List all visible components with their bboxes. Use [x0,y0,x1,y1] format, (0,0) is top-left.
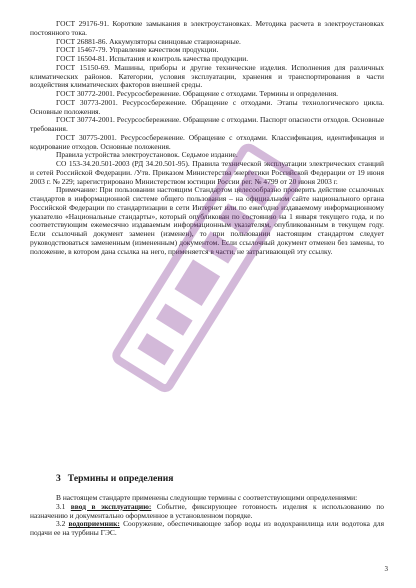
section-body [30,494,384,538]
section-intro: В настоящем стандарте применены следующие термины с соответствующими определениями: [56,493,358,502]
reference-item: ГОСТ 30773-2001. Ресурсосбережение. Обращение с отходами. Этапы технологического цикла. Основные положения. [30,97,384,116]
reference-item: ГОСТ 16504-81. Испытания и контроль качества продукции. [56,54,249,63]
reference-item: СО 153-34.20.501-2003 (РД 34.20.501-95). Правила технической эксплуатации электрических станций и сетей Российской Федерации. /Утв. Приказом Министерства энергетики Российской Федерации от 19 июня 2003 г. № 229; зарегистрировано Министерством юстиции России рег. № 4799 от 20 июня 2003 г. [30,159,384,186]
term-text: Сооружение, обеспечивающее забор воды из водохранилища или водотока для подачи ее на турбины ГЭС. [30,519,384,537]
reference-item: ГОСТ 15150-69. Машины, приборы и другие технические изделия. Исполнения для различных климатических районов. Категории, условия эксплуатации, хранения и транспортирования в части воздействия климатических факторов внешней среды. [30,62,384,90]
term-number: 3.2 [56,519,66,529]
reference-item: Правила устройства электроустановок. Седьмое издание. [56,150,238,160]
reference-item: ГОСТ 30772-2001. Ресурсосбережение. Обращение с отходами. Термины и определения. [56,89,338,98]
term-number: 3.1 [56,501,66,511]
reference-item: ГОСТ 30775-2001. Ресурсосбережение. Обращение с отходами. Классификация, идентификация и кодирование отходов. Основные положения. [30,132,384,151]
page-number: 3 [384,565,388,573]
reference-item: ГОСТ 30774-2001. Ресурсосбережение. Обращение с отходами. Паспорт опасности отходов. Основные требования. [30,115,384,133]
term-text: Событие, фиксирующее готовность изделия к использованию по назначению и документально оформленное в установленном порядке. [30,501,385,520]
term-definition [30,520,384,538]
normative-references [30,20,384,256]
term-definition [30,503,384,521]
term-name: ввод в эксплуатацию: [70,501,152,511]
section-heading [30,473,384,484]
reference-item: ГОСТ 29176-91. Короткие замыкания в электроустановках. Методика расчета в электроустановках постоянного тока. [30,19,384,37]
reference-item: ГОСТ 15467-79. Управление качеством продукции. [56,45,219,55]
section-number: 3 [56,473,61,484]
term-name: водоприемник: [68,519,120,529]
reference-item: ГОСТ 26881-86. Аккумуляторы свинцовые стационарные. [56,36,241,46]
section-title: Термины и определения [67,473,174,484]
reference-note: Примечание: При пользовании настоящим Стандартом целесообразно проверить действие ссылочных стандартов в информационной системе общего пользования – на официальном сайте национального органа Российской Федерации по стандартизации в сети Интернет или по ежегодно издаваемому информационному указателю «Национальные стандарты», который опубликован по состоянию на 1 января текущего года, и по соответствующим ежемесячно издаваемым информационным указателям, опубликованным в текущем году. Если ссылочный документ заменен (изменен), то при пользовании настоящим стандартом следует руководствоваться замененным (измененным) документом. Если ссылочный документ отменен без замены, то положение, в котором дана ссылка на него, применяется в части, не затрагивающей эту ссылку. [30,185,384,256]
